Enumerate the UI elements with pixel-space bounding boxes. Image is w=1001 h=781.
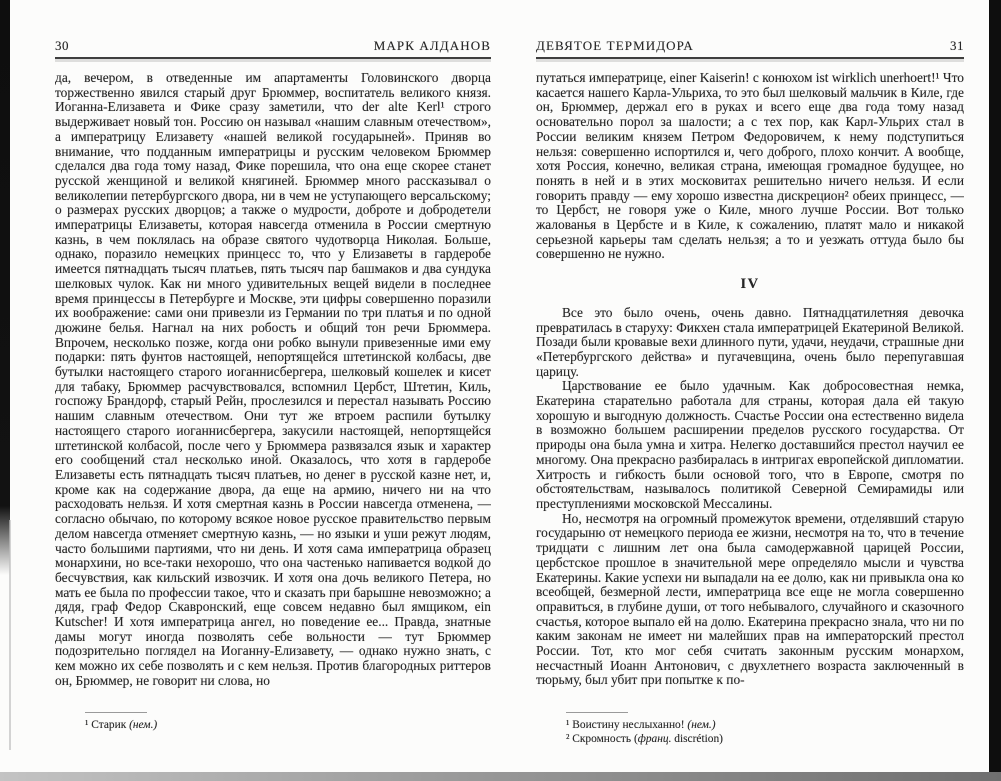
footnote-separator: [566, 712, 628, 713]
footnote-marker: ²: [566, 733, 570, 746]
footnote-text-tail: discrétion): [671, 733, 723, 746]
footnote-marker: ¹: [566, 719, 570, 731]
footnote-separator: [85, 712, 147, 713]
scan-edge-bottom-bar: [0, 772, 1001, 781]
body-paragraph: Но, несмотря на огромный промежуток времени, отделявший старую государыню от немецкого периода ее жизни, несмотря на то, что в течение тридцати с лишним лет она была самодержавной царицей России, цербстское прошлое в значительной мере определяло мысли и чувства Екатерины. Какие успехи ни выпадали на ее долю, как ни привыкла она ко всеобщей, безмерной лести, императрица все еще не могла совершенно оправиться, в глубине души, от того небывалого, случайного и сказочного счастья, которое выпало ей на долю. Екатерина прекрасно знала, что ни по каким законам не имеет ни малейших прав на императорский престол России. Тот, кто мог себя считать законным русским монархом, несчастный Иоанн Антонович, с двухлетнего возраста заключенный в тюрьму, был убит при попытке к по-: [536, 510, 964, 688]
page-number: 30: [55, 38, 69, 53]
body-paragraph: да, вечером, в отведенные им апартаменты Головинского дворца торжественно явился старый друг Брюммер, воспитатель великого князя. Иоганна-Елизавета и Фике сразу заметили, что der alte Kerl¹ строго выдерживает новый тон. Россию он называл «нашим славным отечеством», а императрицу Елизавету «нашей великой государыней». Приняв во внимание, что подданным императрицы и русским человеком Брюммер сделался два года тому назад, Фике порешила, что она еще скорее станет русской женщиной и великой княгиней. Брюммер много рассказывал о великолепии петербургского двора, ни в чем не уступающего версальскому; о размерах русских дворцов; а также о мудрости, доброте и добродетели императрицы Елизаветы, которая навсегда отменила в России смертную казнь, в чем поклялась на образе святого чудотворца Николая. Больше, однако, поразило немецких принцесс то, что у Елизаветы в гардеробе имеется пятнадцать тысяч платьев, пять тысяч пар башмаков и два сундука шелковых чулок. Как ни много удивительных вещей видели в последнее время принцессы в Петербурге и Москве, эти цифры совершенно поразили их воображение: сами они привезли из Германии по три платья и по одной дюжине белья. Нагнал на них робость и общий тон речи Брюммера. Впрочем, несколько позже, когда они робко вынули привезенные ими ему подарки: пять фунтов настоящей, непортящейся штетинской колбасы, две бутылки настоящего старого иоганнисбергера, шелковый кошелек и кисет для табаку, Брюммер расчувствовался, вспомнил Цербст, Штетин, Киль, госпожу Брандорф, старый Рейн, прослезился и перестал называть Россию нашим славным отечеством. Они тут же втроем распили бутылку настоящего старого иоганнисбергера, закусили настоящей, непортящейся штетинской колбасой, после чего у Брюммера развязался язык и характер его сообщений стал несколько иной. Оказалось, что хотя в гардеробе Елизаветы есть пятнадцать тысяч платьев, но денег в русской казне нет, и, кроме как на содержание двора, да еще на армию, ничего ни на что расходовать нельзя. И хотя смертная казнь в России навсегда отменена, — согласно обычаю, по которому всякое новое русское правительство первым делом навсегда отменяет смертную казнь, — но языки и уши режут людям, часто большими партиями, что ни день. И хотя сама императрица образец монархини, но все-таки нехорошо, что она частенько напивается водкой до бесчувствия, как кильский извозчик. И хотя она дочь великого Петера, но мать ее была по профессии такое, что и сказать при барышне невозможно; а дядя, граф Федор Скавронский, еще совсем недавно был ямщиком, ein Kutscher! И хотя императрица ангел, но поведение ее... Правда, знатные дамы могут иногда позволять себе вольности — тут Брюммер подозрительно поглядел на Иоганну-Елизавету, — однако нужно знать, с кем можно их себе позволять и с кем нельзя. Против благородных риттеров он, Брюммер, не говорит ни слова, но: [55, 71, 491, 688]
footnote-language-note: (нем.): [687, 719, 716, 731]
left-page-footnotes: [55, 712, 491, 732]
left-page-header: [55, 38, 491, 59]
right-page-header: [536, 38, 964, 59]
scan-edge-left-line: [9, 520, 11, 750]
left-page-body: [55, 71, 491, 689]
right-page-body: [536, 71, 964, 688]
left-page: [55, 0, 491, 781]
footnote-marker: ¹: [85, 719, 89, 731]
footnote-text: Скромность (: [572, 733, 638, 746]
scan-edge-left-bar: [0, 0, 10, 575]
footnote-language-note: франц.: [637, 733, 672, 746]
footnote: [55, 718, 491, 732]
page-number: 31: [950, 38, 964, 53]
running-title: МАРК АЛДАНОВ: [373, 38, 491, 53]
footnote: [536, 732, 964, 746]
right-page: [536, 0, 964, 781]
running-title: ДЕВЯТОЕ ТЕРМИДОРА: [536, 38, 694, 53]
footnote-language-note: (нем.): [129, 719, 158, 731]
body-paragraph: Все это было очень, очень давно. Пятнадцатилетняя девочка превратилась в старуху: Фикхен стала императрицей Екатериной Великой. Позади были кровавые вехи длинного пути, удачи, неудачи, страшные дни «Петербургского действа» и пугачевщина, очень было перепугавшая царицу.: [536, 304, 964, 379]
footnote: [536, 718, 964, 732]
scan-edge-right-bar: [989, 0, 1001, 772]
right-page-footnotes: [536, 712, 964, 746]
body-paragraph: Царствование ее было удачным. Как добросовестная немка, Екатерина старательно работала для страны, которая дала ей такую хорошую и выгодную должность. Счастье России она естественно видела в возможно большем расширении пределов русского государства. От природы она была умна и хитра. Нелегко доставшийся престол научил ее многому. Она прекрасно разбиралась в интригах европейской дипломатии. Хитрость и гибкость были основой того, что в Европе, смотря по обстоятельствам, называлось политикой Северной Семирамиды или преступлениями московской Мессалины.: [536, 378, 964, 511]
section-heading: IV: [740, 276, 760, 293]
footnote-text: Старик: [91, 719, 130, 731]
body-paragraph: путаться императрице, einer Kaiserin! с конюхом ist wirklich unerhoert!¹ Что касается нашего Карла-Ульриха, то это был шелковый мальчик в Киле, где он, Брюммер, держал его в руках и всего еще два года тому назад основательно порол за шалости; а с тех пор, как Карл-Ульрих стал в России великим князем Петром Федоровичем, к нему подступиться нельзя: совершенно испортился и, чего доброго, плохо кончит. А вообще, хотя Россия, конечно, великая страна, имеющая громадное будущее, но понять в ней и в этих московитах решительно ничего нельзя. И если говорить правду — ему хорошо известна дискрецион² обеих принцесс, — то Цербст, не говоря уже о Киле, много лучше России. Вот только жалованья в Цербсте и в Киле, к сожалению, платят мало и никакой серьезной карьеры там сделать нельзя; а то и уезжать оттуда было бы совершенно не нужно.: [536, 71, 964, 262]
footnote-text: Воистину неслыханно!: [572, 719, 688, 731]
